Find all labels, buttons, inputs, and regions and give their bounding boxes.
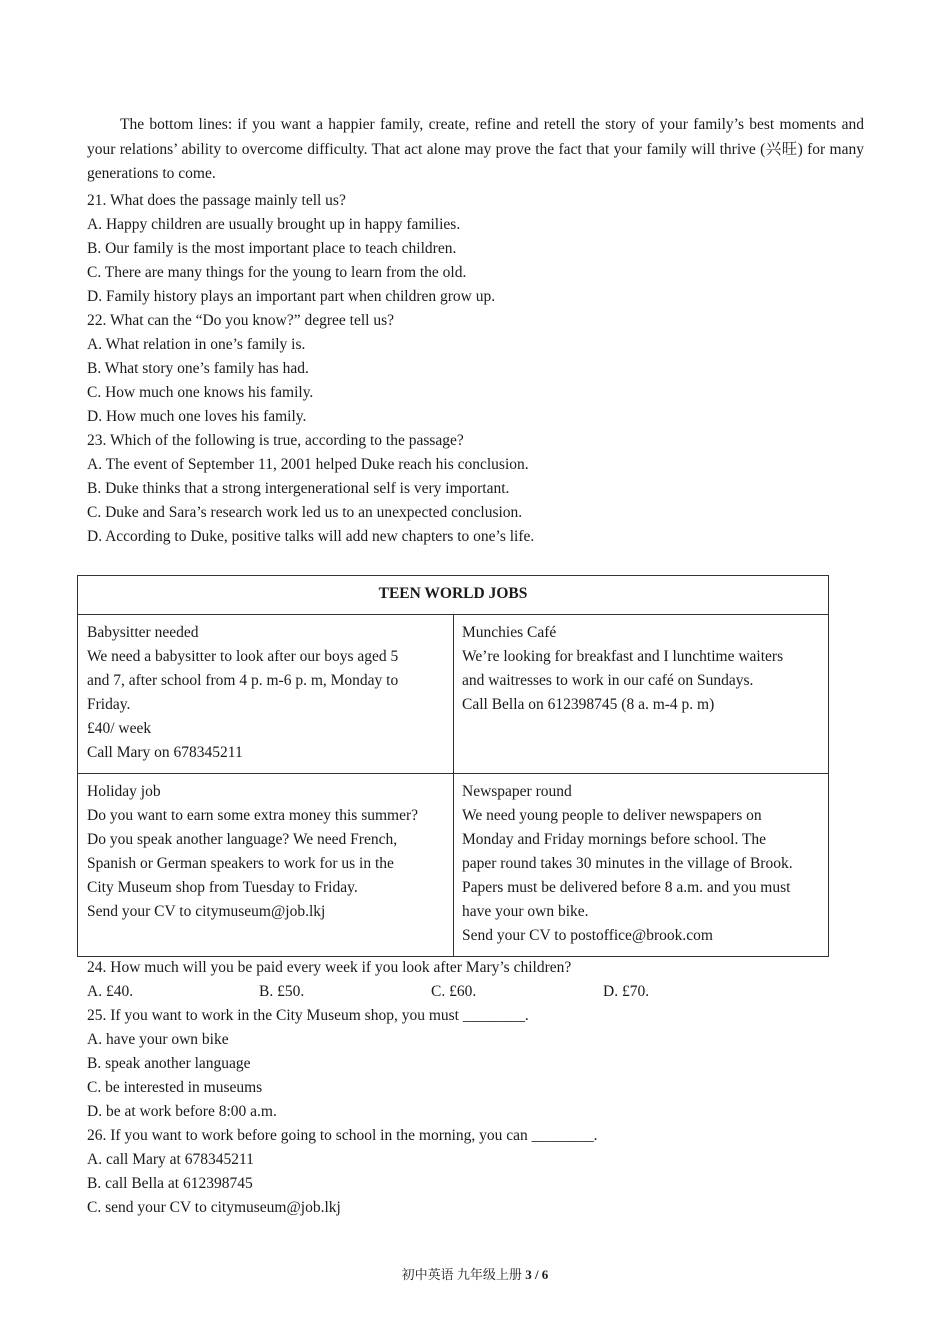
page-number: 3 / 6 [525, 1267, 549, 1282]
passage-paragraph: The bottom lines: if you want a happier family, create, refine and retell the story of your family’s best moments and your relations’ ability to overcome difficulty. That act alone may prove the fact that your family will thrive (兴旺) for many generations to come. [87, 116, 864, 182]
question-25-option-b: B. speak another language [87, 1055, 251, 1072]
question-23-option-b: B. Duke thinks that a strong intergenerational self is very important. [87, 480, 510, 497]
question-22-stem: 22. What can the “Do you know?” degree tell us? [87, 312, 395, 329]
table-title: TEEN WORLD JOBS [78, 576, 828, 615]
question-24-option-c: C. £60. [431, 983, 477, 1000]
job-text-line: We’re looking for breakfast and I lunchtime waiters [462, 648, 784, 665]
job-text-line: and 7, after school from 4 p. m-6 p. m, Monday to [87, 672, 399, 689]
question-25-option-d: D. be at work before 8:00 a.m. [87, 1103, 277, 1120]
question-23-option-a: A. The event of September 11, 2001 helped Duke reach his conclusion. [87, 456, 529, 473]
job-text-line: have your own bike. [462, 903, 589, 920]
job-text-line: and waitresses to work in our café on Sundays. [462, 672, 754, 689]
job-text-line: We need young people to deliver newspapers on [462, 807, 762, 824]
question-21-option-a: A. Happy children are usually brought up in happy families. [87, 216, 461, 233]
question-21-option-b: B. Our family is the most important place to teach children. [87, 240, 457, 257]
question-23-stem: 23. Which of the following is true, according to the passage? [87, 432, 464, 449]
table-column-divider [453, 615, 454, 957]
question-25-option-a: A. have your own bike [87, 1031, 229, 1048]
job-title: Newspaper round [462, 783, 572, 800]
question-22-option-d: D. How much one loves his family. [87, 408, 307, 425]
question-21-option-d: D. Family history plays an important part when children grow up. [87, 288, 496, 305]
footer-label: 初中英语 九年级上册 [401, 1267, 522, 1282]
question-25-stem: 25. If you want to work in the City Museum shop, you must ________. [87, 1007, 529, 1024]
question-26-option-a: A. call Mary at 678345211 [87, 1151, 254, 1168]
question-23-option-c: C. Duke and Sara’s research work led us to an unexpected conclusion. [87, 504, 523, 521]
question-25-option-c: C. be interested in museums [87, 1079, 263, 1096]
job-cell-newspaper-round [462, 780, 793, 948]
job-text-line: City Museum shop from Tuesday to Friday. [87, 879, 358, 896]
job-text-line: paper round takes 30 minutes in the village of Brook. [462, 855, 793, 872]
job-text-line: Spanish or German speakers to work for us in the [87, 855, 394, 872]
table-row-divider [78, 773, 828, 774]
job-text-line: Do you want to earn some extra money this summer? [87, 807, 419, 824]
job-cell-babysitter [87, 621, 398, 765]
question-21-option-c: C. There are many things for the young to learn from the old. [87, 264, 467, 281]
question-22-option-a: A. What relation in one’s family is. [87, 336, 306, 353]
question-26-option-b: B. call Bella at 612398745 [87, 1175, 253, 1192]
job-contact: Call Bella on 612398745 (8 a. m-4 p. m) [462, 696, 715, 713]
job-contact: Send your CV to citymuseum@job.lkj [87, 903, 326, 920]
teen-world-jobs-table [77, 575, 829, 957]
job-contact: Send your CV to postoffice@brook.com [462, 927, 713, 944]
job-text-line: Do you speak another language? We need French, [87, 831, 398, 848]
job-contact: Call Mary on 678345211 [87, 744, 243, 761]
question-24-option-b: B. £50. [259, 983, 305, 1000]
job-text-line: We need a babysitter to look after our boys aged 5 [87, 648, 399, 665]
question-24-option-a: A. £40. [87, 983, 134, 1000]
question-22-option-c: C. How much one knows his family. [87, 384, 314, 401]
job-cell-munchies-cafe [462, 621, 783, 717]
job-title: Babysitter needed [87, 624, 199, 641]
question-21-stem: 21. What does the passage mainly tell us? [87, 192, 346, 209]
job-text-line: Monday and Friday mornings before school. The [462, 831, 767, 848]
question-24-option-d: D. £70. [603, 983, 650, 1000]
question-26-stem: 26. If you want to work before going to school in the morning, you can ________. [87, 1127, 598, 1144]
question-26-option-c: C. send your CV to citymuseum@job.lkj [87, 1199, 341, 1216]
job-title: Munchies Café [462, 624, 557, 641]
job-cell-holiday-job [87, 780, 418, 924]
job-pay: £40/ week [87, 720, 152, 737]
question-24-options [87, 980, 787, 1004]
question-23-option-d: D. According to Duke, positive talks will add new chapters to one’s life. [87, 528, 535, 545]
job-text-line: Friday. [87, 696, 131, 713]
question-22-option-b: B. What story one’s family has had. [87, 360, 309, 377]
job-text-line: Papers must be delivered before 8 a.m. and you must [462, 879, 791, 896]
page-footer [0, 1266, 950, 1284]
question-24-stem: 24. How much will you be paid every week if you look after Mary’s children? [87, 959, 572, 976]
job-title: Holiday job [87, 783, 161, 800]
